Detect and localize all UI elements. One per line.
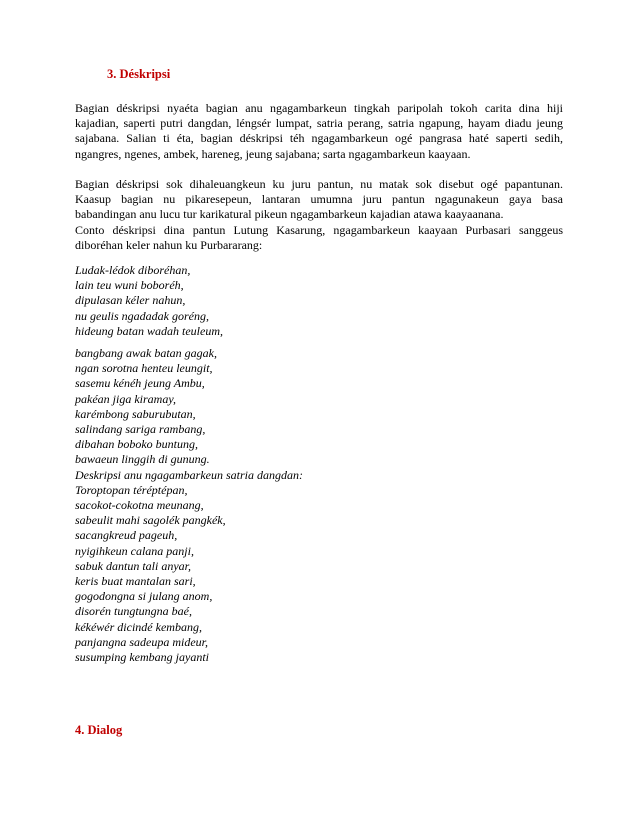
poem-line: salindang sariga rambang, xyxy=(75,422,206,437)
poem-line: nyigihkeun calana panji, xyxy=(75,543,194,558)
poem-line: disorén tungtungna baé, xyxy=(75,604,192,619)
poem-line: sabuk dantun tali anyar, xyxy=(75,558,191,573)
section-heading-dialog: 4. Dialog xyxy=(75,723,123,737)
poem-line: pakéan jiga kiramay, xyxy=(75,391,176,406)
poem-line: sasemu kénéh jeung Ambu, xyxy=(75,376,205,391)
section-heading-deskripsi: 3. Déskripsi xyxy=(107,67,171,81)
poem-stanza-purbasari xyxy=(75,263,223,339)
poem-line: Deskripsi anu ngagambarkeun satria dangdan: xyxy=(75,467,303,482)
poem-line: lain teu wuni boboréh, xyxy=(75,278,184,293)
paragraph-deskripsi-definition xyxy=(75,101,563,162)
poem-line: dibahan boboko buntung, xyxy=(75,437,198,452)
paragraph-line: sajabana. Salian ti éta, bagian déskripsi téh ngagambarkeun ogé pangrasa haté saperti sedih, xyxy=(75,131,563,146)
poem-line: kékéwér dicindé kembang, xyxy=(75,619,202,634)
poem-line: Toroptopan téréptépan, xyxy=(75,482,188,497)
poem-line: sacokot-cokotna meunang, xyxy=(75,498,204,513)
paragraph-deskripsi-papantunan xyxy=(75,177,563,253)
poem-stanza-satria xyxy=(75,346,303,665)
poem-line: karémbong saburubutan, xyxy=(75,406,196,421)
poem-line: bawaeun linggih di gunung. xyxy=(75,452,210,467)
poem-line: gogodongna si julang anom, xyxy=(75,589,213,604)
paragraph-line: kajadian, saperti putri dangdan, léngsér lumpat, satria perang, satria ngapung, hayam diadu jeung xyxy=(75,116,563,131)
paragraph-line: Conto déskripsi dina pantun Lutung Kasarung, ngagambarkeun kaayaan Purbasari sanggeus xyxy=(75,222,563,237)
poem-line: sacangkreud pageuh, xyxy=(75,528,178,543)
poem-line: bangbang awak batan gagak, xyxy=(75,346,217,360)
poem-line: susumping kembang jayanti xyxy=(75,650,209,665)
poem-line: panjangna sadeupa mideur, xyxy=(75,634,208,649)
poem-line: keris buat mantalan sari, xyxy=(75,574,196,589)
poem-line: nu geulis ngadadak goréng, xyxy=(75,308,209,323)
paragraph-line: Bagian déskripsi nyaéta bagian anu ngagambarkeun tingkah paripolah tokoh carita dina hiji xyxy=(75,101,563,115)
poem-line: dipulasan kéler nahun, xyxy=(75,293,186,308)
paragraph-line: Kaasup bagian nu pikaresepeun, lantaran umumna juru pantun ngagunakeun gaya basa xyxy=(75,192,563,207)
poem-line: hideung batan wadah teuleum, xyxy=(75,323,223,338)
paragraph-line: Bagian déskripsi sok dihaleuangkeun ku juru pantun, nu matak sok disebut ogé papantunan. xyxy=(75,177,563,191)
paragraph-line: ngangres, ngenes, ambek, hareneg, jeung sajabana; sarta ngagambarkeun kaayaan. xyxy=(75,146,471,161)
paragraph-line: diboréhan keler nahun ku Purbararang: xyxy=(75,237,263,252)
poem-line: ngan sorotna henteu leungit, xyxy=(75,361,213,376)
poem-line: sabeulit mahi sagolék pangkék, xyxy=(75,513,226,528)
poem-line: Ludak-lédok diboréhan, xyxy=(75,263,191,277)
paragraph-line: babandingan anu lucu tur karikatural pikeun ngagambarkeun kajadian atawa kaayaanana. xyxy=(75,207,504,222)
